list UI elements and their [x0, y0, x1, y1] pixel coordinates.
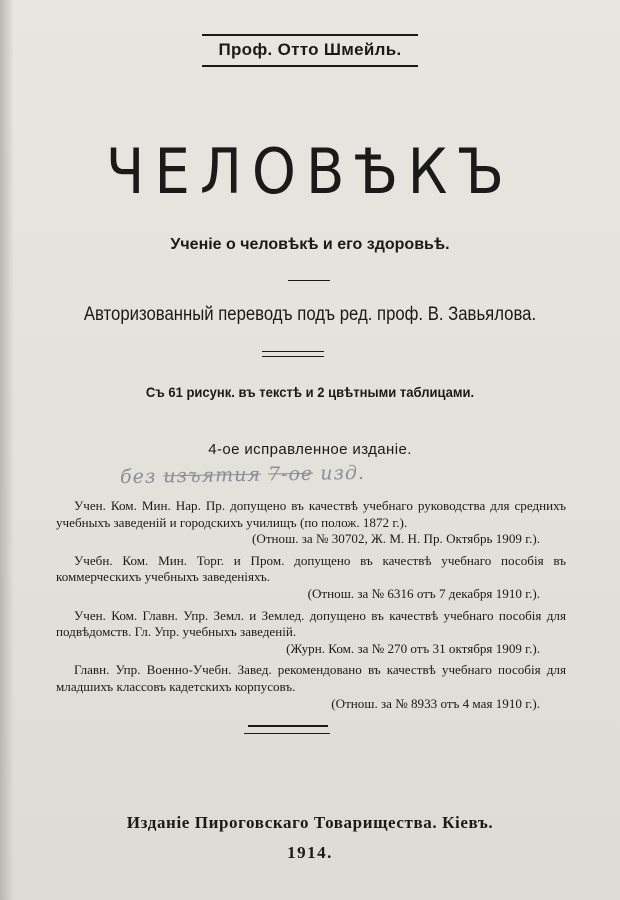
- double-rule-top: [262, 351, 324, 352]
- divider-rule: [288, 280, 330, 281]
- publication-year: 1914.: [287, 843, 333, 862]
- approval-text: Учебн. Ком. Мин. Торг. и Пром. допущено въ качествѣ учебнаго пособія въ коммерческихъ учебныхъ заведеніяхъ.: [56, 552, 566, 585]
- translation-note: Авторизованный переводъ подъ ред. проф. В. Завьялова.: [83, 304, 537, 325]
- publisher-line: Изданіе Пироговскаго Товарищества. Кіевъ.: [126, 813, 494, 832]
- approval-text: Учен. Ком. Главн. Упр. Земл. и Землед. допущено въ качествѣ учебнаго пособія для подвѣдомств. Гл. Упр. учебныхъ заведеній.: [56, 607, 566, 640]
- approval-text: Главн. Упр. Военно-Учебн. Завед. рекомендовано въ качествѣ учебнаго пособія для младшихъ классовъ кадетскихъ корпусовъ.: [56, 662, 566, 694]
- book-title: ЧЕЛОВѢКЪ: [106, 136, 514, 209]
- approvals-list: [56, 498, 566, 717]
- footer-rule-top: [248, 725, 328, 727]
- book-subtitle: Ученіе о человѣкѣ и его здоровьѣ.: [170, 236, 450, 253]
- handwritten-word: без: [119, 465, 157, 489]
- approval-text: Учен. Ком. Мин. Нар. Пр. допущено въ качествѣ учебнаго руководства для среднихъ учебныхъ заведеній и городскихъ училищъ (по полож. 1872 г.).: [56, 498, 566, 530]
- approval-item: [56, 608, 566, 658]
- approval-reference: (Журн. Ком. за № 270 отъ 31 октября 1909 г.).: [286, 640, 540, 656]
- author-block: [0, 34, 620, 67]
- approval-item: [56, 553, 566, 603]
- handwritten-note: [120, 462, 365, 488]
- approval-item: [56, 662, 566, 712]
- approval-item: [56, 498, 566, 548]
- handwritten-word: изд.: [320, 461, 366, 485]
- approval-reference: (Отнош. за № 30702, Ж. М. Н. Пр. Октябрь 1909 г.).: [252, 531, 540, 547]
- illustrations-note: Съ 61 рисунк. въ текстѣ и 2 цвѣтными таблицами.: [145, 384, 475, 400]
- footer-rule-bottom: [244, 733, 330, 734]
- handwritten-word: 7-ое: [267, 462, 314, 486]
- handwritten-word: изъятия: [163, 463, 262, 488]
- approval-reference: (Отнош. за № 6316 отъ 7 декабря 1910 г.).: [307, 585, 540, 601]
- author-name: Проф. Отто Шмейль.: [202, 34, 417, 67]
- edition-note: 4-ое исправленное изданіе.: [208, 441, 412, 458]
- approval-reference: (Отнош. за № 8933 отъ 4 мая 1910 г.).: [331, 695, 540, 711]
- double-rule-bottom: [262, 356, 324, 357]
